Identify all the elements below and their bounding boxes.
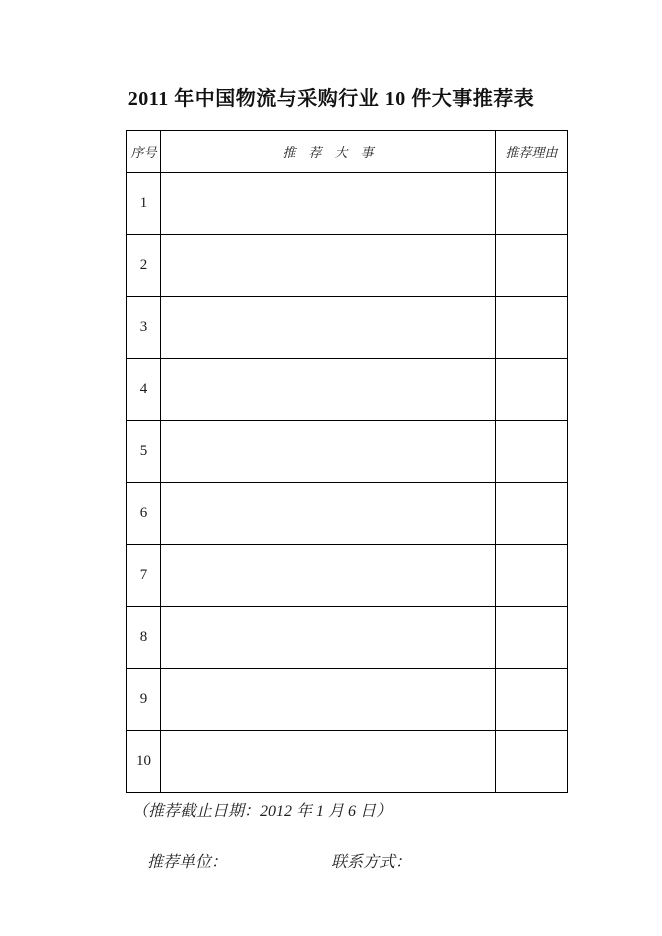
row-number: 8 — [127, 607, 161, 669]
reason-cell[interactable] — [496, 669, 568, 731]
reason-cell[interactable] — [496, 545, 568, 607]
event-cell[interactable] — [161, 173, 496, 235]
reason-cell[interactable] — [496, 607, 568, 669]
recommending-unit-label: 推荐单位： — [147, 854, 228, 871]
reason-cell[interactable] — [496, 173, 568, 235]
event-cell[interactable] — [161, 545, 496, 607]
row-number: 2 — [127, 235, 161, 297]
table-row — [127, 669, 568, 731]
footer-labels-line — [131, 831, 411, 890]
event-cell[interactable] — [161, 731, 496, 793]
recommendation-table — [126, 130, 568, 793]
reason-cell[interactable] — [496, 483, 568, 545]
event-cell[interactable] — [161, 421, 496, 483]
reason-cell[interactable] — [496, 421, 568, 483]
reason-cell[interactable] — [496, 359, 568, 421]
column-header-event: 推 荐 大 事 — [161, 131, 496, 173]
table-row — [127, 297, 568, 359]
reason-cell[interactable] — [496, 731, 568, 793]
event-cell[interactable] — [161, 607, 496, 669]
table-row — [127, 173, 568, 235]
event-cell[interactable] — [161, 235, 496, 297]
event-cell[interactable] — [161, 483, 496, 545]
table-row — [127, 545, 568, 607]
event-cell[interactable] — [161, 297, 496, 359]
reason-cell[interactable] — [496, 235, 568, 297]
row-number: 9 — [127, 669, 161, 731]
row-number: 5 — [127, 421, 161, 483]
table-row — [127, 731, 568, 793]
column-header-reason: 推荐理由 — [496, 131, 568, 173]
row-number: 7 — [127, 545, 161, 607]
table-row — [127, 235, 568, 297]
deadline-note: （推荐截止日期：2012 年 1 月 6 日） — [132, 803, 393, 820]
event-cell[interactable] — [161, 669, 496, 731]
table-row — [127, 607, 568, 669]
page-title: 2011 年中国物流与采购行业 10 件大事推荐表 — [127, 88, 535, 110]
table-header-row — [127, 131, 568, 173]
row-number: 4 — [127, 359, 161, 421]
table-row — [127, 421, 568, 483]
table-row — [127, 359, 568, 421]
row-number: 6 — [127, 483, 161, 545]
row-number: 3 — [127, 297, 161, 359]
row-number: 10 — [127, 731, 161, 793]
row-number: 1 — [127, 173, 161, 235]
event-cell[interactable] — [161, 359, 496, 421]
contact-method-label: 联系方式： — [331, 854, 412, 871]
column-header-number: 序号 — [127, 131, 161, 173]
reason-cell[interactable] — [496, 297, 568, 359]
table-row — [127, 483, 568, 545]
